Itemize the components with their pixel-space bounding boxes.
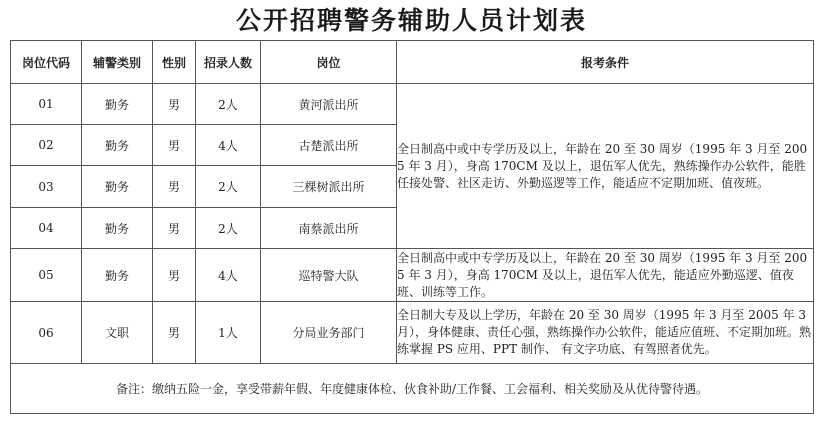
cell-code: 04	[11, 208, 82, 249]
cell-category: 勤务	[82, 166, 153, 208]
cell-post: 三棵树派出所	[261, 166, 397, 208]
cell-code: 01	[11, 84, 82, 125]
cell-gender: 男	[153, 166, 196, 208]
cell-post: 分局业务部门	[261, 302, 397, 364]
cell-requirements-group-3: 全日制大专及以上学历，年龄在 20 至 30 周岁（1995 年 3 月至 2005 年 3 月），身体健康、责任心强，熟练操作办公软件，能适应值班、不定期加班。熟练掌握 PS 应用、PPT 制作、 有文字功底、有驾照者优先。	[397, 302, 814, 364]
header-requirements: 报考条件	[397, 41, 814, 84]
cell-count: 4人	[196, 249, 261, 302]
cell-post: 古楚派出所	[261, 125, 397, 166]
table-header-row	[11, 41, 814, 84]
cell-category: 勤务	[82, 84, 153, 125]
table-row	[11, 302, 814, 364]
recruitment-plan-table	[10, 40, 814, 414]
cell-code: 05	[11, 249, 82, 302]
table-row	[11, 249, 814, 302]
cell-post: 南蔡派出所	[261, 208, 397, 249]
page-title: 公开招聘警务辅助人员计划表	[235, 6, 587, 35]
cell-gender: 男	[153, 302, 196, 364]
table-row	[11, 84, 814, 125]
cell-category: 勤务	[82, 249, 153, 302]
cell-post: 黄河派出所	[261, 84, 397, 125]
cell-category: 文职	[82, 302, 153, 364]
cell-category: 勤务	[82, 208, 153, 249]
note-text: 备注：缴纳五险一金，享受带薪年假、年度健康体检、伙食补助/工作餐、工会福利、相关奖励及从优待警待遇。	[11, 364, 814, 414]
header-gender: 性别	[153, 41, 196, 84]
cell-count: 1人	[196, 302, 261, 364]
header-post-code: 岗位代码	[11, 41, 82, 84]
cell-code: 02	[11, 125, 82, 166]
cell-count: 4人	[196, 125, 261, 166]
cell-count: 2人	[196, 166, 261, 208]
cell-count: 2人	[196, 84, 261, 125]
header-count: 招录人数	[196, 41, 261, 84]
cell-requirements-group-2: 全日制高中或中专学历及以上，年龄在 20 至 30 周岁（1995 年 3 月至 2005 年 3 月），身高 170CM 及以上，退伍军人优先，能适应外勤巡逻、值夜班、训练等工作。	[397, 249, 814, 302]
cell-post: 巡特警大队	[261, 249, 397, 302]
cell-category: 勤务	[82, 125, 153, 166]
cell-gender: 男	[153, 249, 196, 302]
cell-gender: 男	[153, 84, 196, 125]
cell-count: 2人	[196, 208, 261, 249]
note-row	[11, 364, 814, 414]
cell-requirements-group-1: 全日制高中或中专学历及以上，年龄在 20 至 30 周岁（1995 年 3 月至 2005 年 3 月），身高 170CM 及以上，退伍军人优先，熟练操作办公软件，能胜任接处警、社区走访、外勤巡逻等工作，能适应不定期加班、值夜班。	[397, 84, 814, 249]
cell-code: 06	[11, 302, 82, 364]
header-category: 辅警类别	[82, 41, 153, 84]
cell-gender: 男	[153, 125, 196, 166]
cell-gender: 男	[153, 208, 196, 249]
cell-code: 03	[11, 166, 82, 208]
header-post: 岗位	[261, 41, 397, 84]
